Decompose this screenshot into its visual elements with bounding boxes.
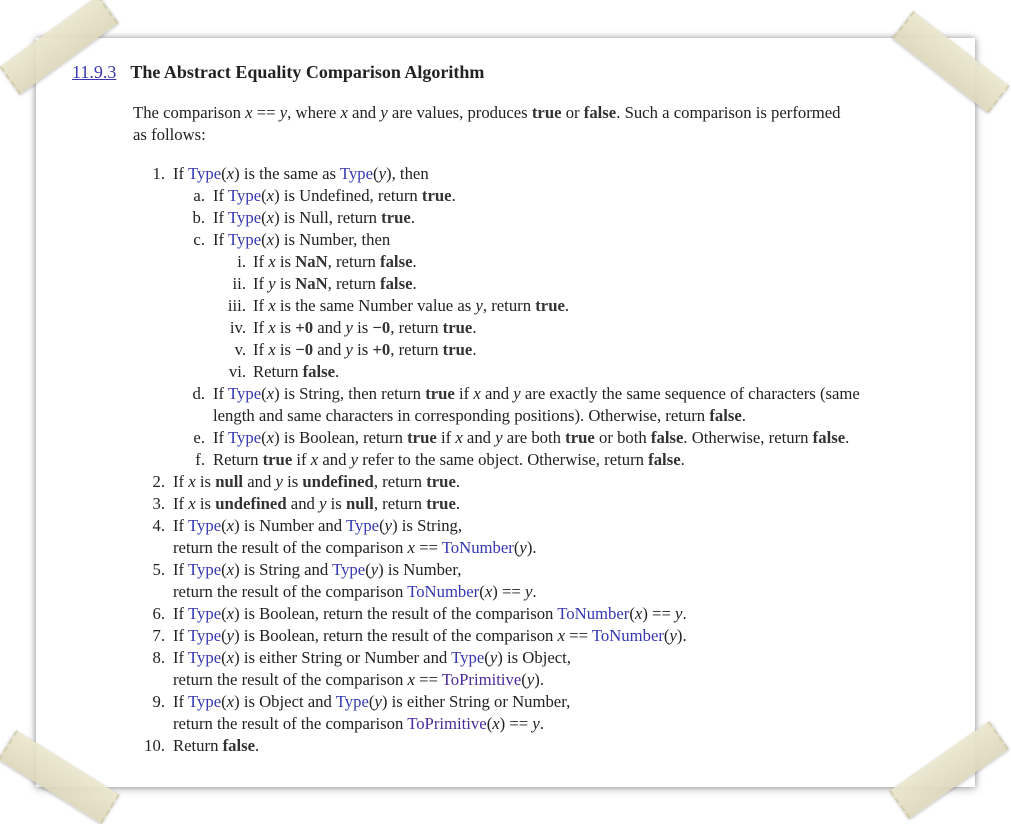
step-text: If Type(x) is the same as Type(y), then [173, 164, 429, 183]
step-text: If x is null and y is undefined, return true. [173, 472, 461, 491]
section-number-link[interactable]: 11.9.3 [72, 62, 117, 82]
subsubstep-marker: iv. [229, 318, 246, 337]
substep-text: If Type(x) is Number, then [213, 230, 391, 249]
step-text: If Type(y) is Boolean, return the result of the comparison x == ToNumber(y). [173, 626, 687, 645]
substep-marker: c. [193, 230, 205, 249]
section-heading [72, 62, 484, 83]
step-marker: 2. [152, 472, 165, 491]
step-marker: 1. [152, 164, 165, 183]
subsubstep-text: If x is −0 and y is +0, return true. [253, 340, 477, 359]
subsubstep-text: If x is the same Number value as y, return true. [253, 296, 570, 315]
section-title: The Abstract Equality Comparison Algorithm [130, 62, 485, 82]
substep-marker: e. [193, 428, 205, 447]
step-marker: 5. [152, 560, 165, 579]
substep-continuation: length and same characters in corresponding positions). Otherwise, return false. [213, 406, 746, 425]
subsubstep-text: Return false. [253, 362, 340, 381]
intro-line-1: The comparison x == y, where x and y are values, produces true or false. Such a comparison is performed [133, 103, 841, 122]
step-text: If Type(x) is Boolean, return the result of the comparison ToNumber(x) == y. [173, 604, 687, 623]
intro-line-2: as follows: [133, 125, 206, 144]
step-text: If Type(x) is String and Type(y) is Number, [173, 560, 462, 579]
subsubstep-marker: v. [234, 340, 246, 359]
step-continuation: return the result of the comparison x == ToNumber(y). [173, 538, 537, 557]
step-text: If Type(x) is either String or Number and Type(y) is Object, [173, 648, 571, 667]
step-text: If x is undefined and y is null, return true. [173, 494, 461, 513]
substep-text: If Type(x) is Undefined, return true. [213, 186, 456, 205]
step-marker: 10. [144, 736, 165, 755]
subsubstep-marker: ii. [232, 274, 246, 293]
step-text: If Type(x) is Number and Type(y) is String, [173, 516, 463, 535]
substep-text: If Type(x) is Boolean, return true if x and y are both true or both false. Otherwise, return false. [213, 428, 850, 447]
subsubstep-text: If x is NaN, return false. [253, 252, 417, 271]
step-marker: 9. [152, 692, 165, 711]
intro-paragraph [133, 102, 943, 146]
substep-marker: a. [193, 186, 205, 205]
substep-marker: d. [192, 384, 205, 403]
substep-text: Return true if x and y refer to the same object. Otherwise, return false. [213, 450, 685, 469]
subsubstep-marker: iii. [227, 296, 246, 315]
step-marker: 4. [152, 516, 165, 535]
step-text: If Type(x) is Object and Type(y) is either String or Number, [173, 692, 571, 711]
step-marker: 8. [152, 648, 165, 667]
step-marker: 7. [152, 626, 165, 645]
substep-text: If Type(x) is String, then return true if x and y are exactly the same sequence of characters (same [213, 384, 860, 403]
step-text: Return false. [173, 736, 260, 755]
substep-text: If Type(x) is Null, return true. [213, 208, 415, 227]
step-continuation: return the result of the comparison ToPrimitive(x) == y. [173, 714, 544, 733]
subsubstep-text: If y is NaN, return false. [253, 274, 417, 293]
step-continuation: return the result of the comparison x == ToPrimitive(y). [173, 670, 544, 689]
step-continuation: return the result of the comparison ToNumber(x) == y. [173, 582, 537, 601]
step-marker: 3. [152, 494, 165, 513]
subsubstep-text: If x is +0 and y is −0, return true. [253, 318, 477, 337]
step-marker: 6. [152, 604, 165, 623]
substep-marker: b. [192, 208, 205, 227]
subsubstep-marker: vi. [228, 362, 246, 381]
subsubstep-marker: i. [237, 252, 246, 271]
substep-marker: f. [195, 450, 205, 469]
